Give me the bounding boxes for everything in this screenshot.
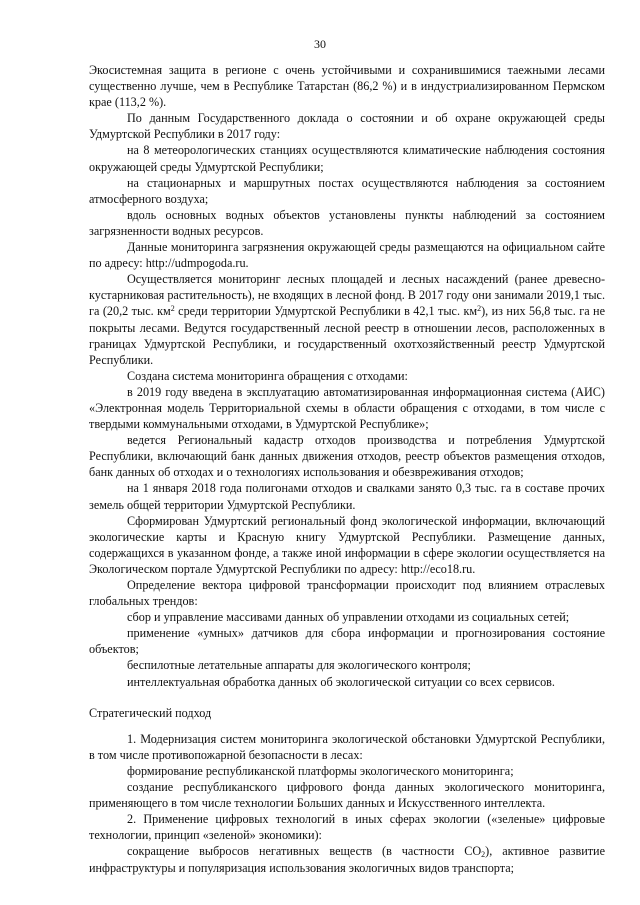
- paragraph: вдоль основных водных объектов установлены пункты наблюдений за состоянием загрязненности водных ресурсов.: [89, 207, 605, 238]
- paragraph: создание республиканского цифрового фонда данных экологического мониторинга, применяющего в том числе технологии Больших данных и Искусственного интеллекта.: [89, 780, 605, 811]
- section-heading: Стратегический подход: [89, 705, 212, 720]
- paragraph: на стационарных и маршрутных постах осуществляются наблюдения за состоянием атмосферного воздуха;: [89, 175, 605, 206]
- forest-monitoring-paragraph: Осуществляется мониторинг лесных площадей и лесных насаждений (ранее древесно-кустарниковая растительность), не входящих в лесной фонд. В 2017 году они занимали 2019,1 тыс. га (20,2 тыс. $км^2$ среди территории Удмуртской Республики в 42,1 тыс. $км^2$), из них 56,8 тыс. га не покрыты лесами. Ведутся государственный лесной реестр в отношении лесов, расположенных в границах Удмуртской Республики, и государственный охотхозяйственный реестр Удмуртской Республики.: [89, 272, 605, 367]
- paragraph: По данным Государственного доклада о состоянии и об охране окружающей среды Удмуртской Республики в 2017 году:: [89, 111, 605, 142]
- paragraph: 2. Применение цифровых технологий в иных сферах экологии («зеленые» цифровые технологии, принцип «зеленой» экономики):: [89, 812, 605, 843]
- paragraph: 1. Модернизация систем мониторинга экологической обстановки Удмуртской Республики, в том числе противопожарной безопасности в лесах:: [89, 731, 605, 762]
- paragraph: на 1 января 2018 года полигонами отходов и свалками занято 0,3 тыс. га в составе прочих земель общей территории Удмуртской Республики.: [89, 481, 605, 512]
- paragraph: интеллектуальная обработка данных об экологической ситуации со всех сервисов.: [127, 674, 555, 689]
- waste-and-trends-section: [89, 368, 605, 690]
- strategy-section: [89, 731, 605, 844]
- paragraph: Создана система мониторинга обращения с отходами:: [127, 368, 408, 383]
- paragraph: формирование республиканской платформы экологического мониторинга;: [127, 763, 514, 778]
- paragraph: беспилотные летательные аппараты для экологического контроля;: [127, 658, 471, 673]
- paragraph: применение «умных» датчиков для сбора информации и прогнозирования состояние объектов;: [89, 626, 605, 657]
- paragraph: Определение вектора цифровой трансформации происходит под влиянием отраслевых глобальных трендов:: [89, 578, 605, 609]
- paragraph: на 8 метеорологических станциях осуществляются климатические наблюдения состояния окружающей среды Удмуртской Республики;: [89, 143, 605, 174]
- paragraph: Сформирован Удмуртский региональный фонд экологической информации, включающий экологические карты и Красную книгу Удмуртской Республики. Размещение данных, содержащихся в указанном фонде, а также иной информации в сфере экологии осуществляется на Экологическом портале Удмуртской Республики по адресу: http://eco18.ru.: [89, 513, 605, 576]
- emissions-paragraph: сокращение выбросов негативных веществ (в частности $CO_2$), активное развитие инфраструктуры и популяризация использования экологичных видов транспорта;: [89, 844, 605, 875]
- paragraph: ведется Региональный кадастр отходов производства и потребления Удмуртской Республики, включающий банк данных движения отходов, реестр объектов размещения отходов, банк данных об отходах и о технологиях использования и обезвреживания отходов;: [89, 433, 605, 480]
- page-number: 30: [314, 37, 326, 51]
- paragraph: Данные мониторинга загрязнения окружающей среды размещаются на официальном сайте по адресу: http://udmpogoda.ru.: [89, 240, 605, 271]
- paragraph: Экосистемная защита в регионе с очень устойчивыми и сохранившимися таежными лесами существенно лучше, чем в Республике Татарстан (86,2 %) и в индустриализированном Пермском крае (113,2 %).: [89, 63, 605, 110]
- intro-section: [89, 62, 605, 271]
- paragraph: в 2019 году введена в эксплуатацию автоматизированная информационная система (АИС) «Электронная модель Территориальной схемы в области обращения с отходами, в том числе с твердыми коммунальными отходами, в Удмуртской Республике»;: [89, 384, 605, 432]
- document-body: [89, 62, 605, 876]
- paragraph: сбор и управление массивами данных об управлении отходами из социальных сетей;: [127, 610, 570, 625]
